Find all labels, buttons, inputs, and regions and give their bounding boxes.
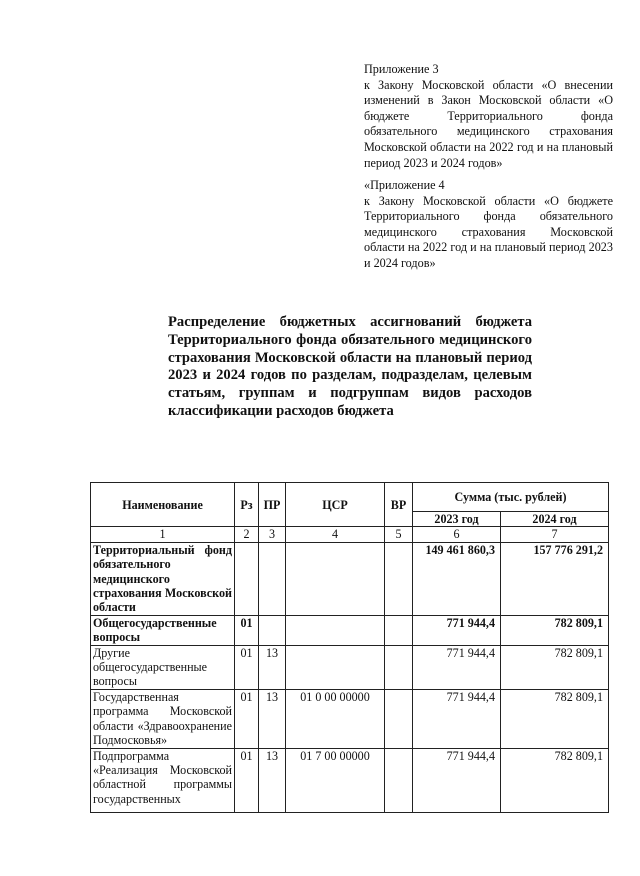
header-rz: Рз [235, 483, 259, 527]
row-csr [286, 615, 385, 645]
header-name: Наименование [91, 483, 235, 527]
row-sum-2023: 771 944,4 [413, 645, 501, 689]
row-name: Территориальный фонд обязательного медицинского страхования Московской области [91, 542, 235, 615]
header-pr: ПР [259, 483, 286, 527]
row-vr [385, 615, 413, 645]
row-name: Другие общегосударственные вопросы [91, 645, 235, 689]
appendix-3-note [364, 62, 613, 171]
index-cell: 1 [91, 527, 235, 542]
row-vr [385, 748, 413, 812]
row-sum-2024: 782 809,1 [501, 689, 609, 748]
header-sum: Сумма (тыс. рублей) [413, 483, 609, 512]
row-csr [286, 645, 385, 689]
table-row [91, 615, 609, 645]
index-cell: 5 [385, 527, 413, 542]
row-sum-2023: 771 944,4 [413, 615, 501, 645]
row-pr: 13 [259, 645, 286, 689]
row-pr: 13 [259, 689, 286, 748]
row-name: Государственная программа Московской области «Здравоохранение Подмосковья» [91, 689, 235, 748]
row-sum-2024: 782 809,1 [501, 748, 609, 812]
table-row [91, 689, 609, 748]
row-vr [385, 645, 413, 689]
row-vr [385, 542, 413, 615]
table-row [91, 542, 609, 615]
row-rz: 01 [235, 645, 259, 689]
column-index-row [91, 527, 609, 542]
header-year-2023: 2023 год [413, 512, 501, 527]
index-cell: 7 [501, 527, 609, 542]
appendix-4-body: к Закону Московской области «О бюджете Территориального фонда обязательного медицинского страхования Московской области на 2022 год и на плановый период 2023 и 2024 годов» [364, 193, 613, 270]
row-vr [385, 689, 413, 748]
row-pr [259, 542, 286, 615]
row-rz: 01 [235, 615, 259, 645]
row-csr: 01 0 00 00000 [286, 689, 385, 748]
row-sum-2023: 771 944,4 [413, 689, 501, 748]
row-name-cell [91, 748, 235, 812]
row-sum-2023: 149 461 860,3 [413, 542, 501, 615]
row-sum-2023: 771 944,4 [413, 748, 501, 812]
row-name: Общегосударственные вопросы [91, 615, 235, 645]
row-pr [259, 615, 286, 645]
row-sum-2024: 157 776 291,2 [501, 542, 609, 615]
header-year-2024: 2024 год [501, 512, 609, 527]
index-cell: 2 [235, 527, 259, 542]
budget-table [90, 482, 609, 813]
row-rz [235, 542, 259, 615]
appendix-4-heading: «Приложение 4 [364, 178, 445, 192]
appendix-4-note [364, 178, 613, 272]
row-sum-2024: 782 809,1 [501, 645, 609, 689]
header-csr: ЦСР [286, 483, 385, 527]
row-csr: 01 7 00 00000 [286, 748, 385, 812]
document-title: Распределение бюджетных ассигнований бюджета Территориального фонда обязательного медицинского страхования Московской области на плановый период 2023 и 2024 годов по разделам, подразделам, целевым статьям, группам и подгруппам видов расходов классификации расходов бюджета [168, 314, 532, 419]
row-csr [286, 542, 385, 615]
row-pr: 13 [259, 748, 286, 812]
header-vr: ВР [385, 483, 413, 527]
appendix-3-body: к Закону Московской области «О внесении изменений в Закон Московской области «О бюджете Территориального фонда обязательного медицинского страхования Московской области на 2022 год и на плановый период 2023 и 2024 годов» [364, 77, 613, 170]
index-cell: 3 [259, 527, 286, 542]
row-rz: 01 [235, 689, 259, 748]
table-row [91, 748, 609, 812]
row-rz: 01 [235, 748, 259, 812]
index-cell: 4 [286, 527, 385, 542]
appendix-3-heading: Приложение 3 [364, 62, 439, 76]
index-cell: 6 [413, 527, 501, 542]
table-row [91, 645, 609, 689]
row-sum-2024: 782 809,1 [501, 615, 609, 645]
row-name: Подпрограмма «Реализация Московской областной программы государственных [93, 748, 232, 806]
